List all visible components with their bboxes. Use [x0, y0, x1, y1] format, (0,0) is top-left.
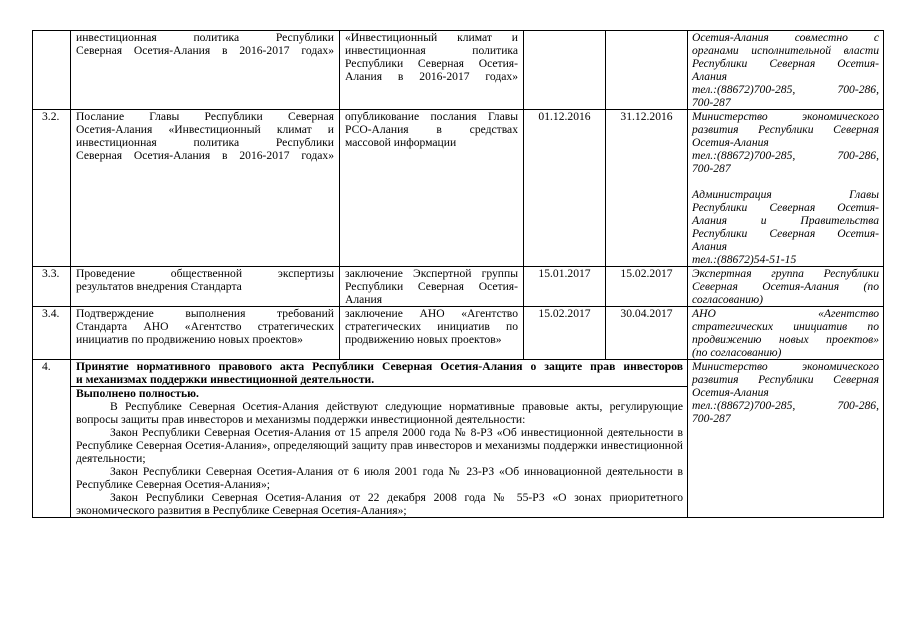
paragraph: Закон Республики Северная Осетия-Алания от 22 декабря 2008 года № 55-РЗ «О зонах приоритетного экономического развития в Республике Северная Осетия-Алания»; — [76, 491, 683, 517]
end-date: 31.12.2016 — [606, 110, 688, 267]
responsible-line: 700-287 — [692, 162, 731, 175]
responsible-line: Осетия-Алания совместно с — [692, 31, 879, 44]
responsible-line: согласованию) — [692, 293, 764, 306]
responsible-line: развития Республики Северная — [692, 373, 879, 386]
responsible-line: развития Республики Северная — [692, 123, 879, 136]
responsible-line: Северная Осетия-Алания (по — [692, 280, 879, 293]
table-row — [33, 307, 884, 360]
start-date: 15.01.2017 — [524, 267, 606, 307]
result-line: РСО-Алания в средствах — [345, 123, 518, 136]
row-number: 3.2. — [33, 110, 71, 267]
responsible-line: Республики Северная Осетия- — [692, 201, 879, 214]
responsible-cell — [688, 267, 884, 307]
start-date: 01.12.2016 — [524, 110, 606, 267]
end-date — [606, 31, 688, 110]
responsible-cell — [688, 360, 884, 518]
end-date: 30.04.2017 — [606, 307, 688, 360]
event-line: результатов внедрения Стандарта — [76, 280, 242, 293]
result-cell — [340, 267, 524, 307]
event-cell — [71, 31, 340, 110]
measure-description — [71, 360, 688, 518]
event-cell — [71, 307, 340, 360]
event-line: инвестиционная политика Республики — [76, 31, 334, 44]
table-row — [33, 110, 884, 267]
row-number — [33, 31, 71, 110]
responsible-line: тел.:(88672)700-285, 700-286, — [692, 149, 879, 162]
responsible-cell — [688, 31, 884, 110]
result-line: продвижению новых проектов» — [345, 333, 502, 346]
result-cell — [340, 110, 524, 267]
responsible-line: АНО «Агентство — [692, 307, 879, 320]
status-text: Выполнено полностью. — [76, 387, 199, 400]
table-row — [33, 31, 884, 110]
measure-body — [71, 387, 687, 517]
row-number: 3.3. — [33, 267, 71, 307]
responsible-line: Республики Северная Осетия- — [692, 57, 879, 70]
row-number: 3.4. — [33, 307, 71, 360]
responsible-line: Экспертная группа Республики — [692, 267, 879, 280]
responsible-cell — [688, 307, 884, 360]
responsible-line: Алания — [692, 70, 728, 83]
result-line: Республики Северная Осетия- — [345, 280, 518, 293]
measure-title — [71, 360, 687, 387]
event-line: Северная Осетия-Алания в 2016-2017 годах» — [76, 149, 334, 162]
event-line: Подтверждение выполнения требований — [76, 307, 334, 320]
event-line: Послание Главы Республики Северная — [76, 110, 334, 123]
title-line: и механизмах поддержки инвестиционной деятельности. — [76, 373, 375, 386]
responsible-line: Осетия-Алания — [692, 136, 769, 149]
responsible-line: тел.:(88672)700-285, 700-286, — [692, 83, 879, 96]
event-line: инициатив по продвижению новых проектов» — [76, 333, 303, 346]
responsible-line: стратегических инициатив по — [692, 320, 879, 333]
event-line: Осетия-Алания «Инвестиционный климат и — [76, 123, 334, 136]
measures-table — [32, 30, 884, 518]
event-cell — [71, 267, 340, 307]
result-line: Алания в 2016-2017 годах» — [345, 70, 518, 83]
paragraph: В Республике Северная Осетия-Алания действуют следующие нормативные правовые акты, регулирующие вопросы защиты прав инвесторов и механизмы поддержки инвестиционной деятельности: — [76, 400, 683, 426]
title-line: Принятие нормативного правового акта Республики Северная Осетия-Алания о защите прав инвесторов — [76, 360, 683, 373]
responsible-line: Алания и Правительства — [692, 214, 879, 227]
responsible-line: Алания — [692, 240, 728, 253]
result-line: заключение Экспертной группы — [345, 267, 518, 280]
start-date: 15.02.2017 — [524, 307, 606, 360]
responsible-line: Осетия-Алания — [692, 386, 769, 399]
result-line: Алания — [345, 293, 383, 306]
result-line: инвестиционная политика — [345, 44, 518, 57]
start-date — [524, 31, 606, 110]
event-line: инвестиционная политика Республики — [76, 136, 334, 149]
result-line: «Инвестиционный климат и — [345, 31, 518, 44]
event-line: Северная Осетия-Алания в 2016-2017 годах» — [76, 44, 334, 57]
result-line: массовой информации — [345, 136, 457, 149]
responsible-line: 700-287 — [692, 96, 731, 109]
result-line: опубликование послания Главы — [345, 110, 518, 123]
responsible-line: органами исполнительной власти — [692, 44, 879, 57]
result-cell — [340, 307, 524, 360]
result-cell — [340, 31, 524, 110]
responsible-line: Министерство экономического — [692, 360, 879, 373]
responsible-line: тел.:(88672)54-51-15 — [692, 253, 797, 266]
responsible-line: Республики Северная Осетия- — [692, 227, 879, 240]
responsible-line: (по согласованию) — [692, 346, 782, 359]
responsible-line: 700-287 — [692, 412, 731, 425]
responsible-line: продвижению новых проектов» — [692, 333, 879, 346]
row-number: 4. — [33, 360, 71, 518]
paragraph: Закон Республики Северная Осетия-Алания от 15 апреля 2000 года № 8-РЗ «Об инвестиционной деятельности в Республике Северная Осетия-Алания», определяющий защиту прав инвесторов и механизмы поддержки инвестиционной деятельности; — [76, 426, 683, 465]
result-line: стратегических инициатив по — [345, 320, 518, 333]
responsible-line: Администрация Главы — [692, 188, 879, 201]
responsible-cell — [688, 110, 884, 267]
end-date: 15.02.2017 — [606, 267, 688, 307]
result-line: заключение АНО «Агентство — [345, 307, 518, 320]
spacer — [692, 175, 879, 188]
result-line: Республики Северная Осетия- — [345, 57, 518, 70]
event-line: Стандарта АНО «Агентство стратегических — [76, 320, 334, 333]
table-row — [33, 360, 884, 518]
event-cell — [71, 110, 340, 267]
event-line: Проведение общественной экспертизы — [76, 267, 334, 280]
table-row — [33, 267, 884, 307]
paragraph: Закон Республики Северная Осетия-Алания от 6 июля 2001 года № 23-РЗ «Об инновационной деятельности в Республике Северная Осетия-Алания»; — [76, 465, 683, 491]
responsible-line: Министерство экономического — [692, 110, 879, 123]
responsible-line: тел.:(88672)700-285, 700-286, — [692, 399, 879, 412]
